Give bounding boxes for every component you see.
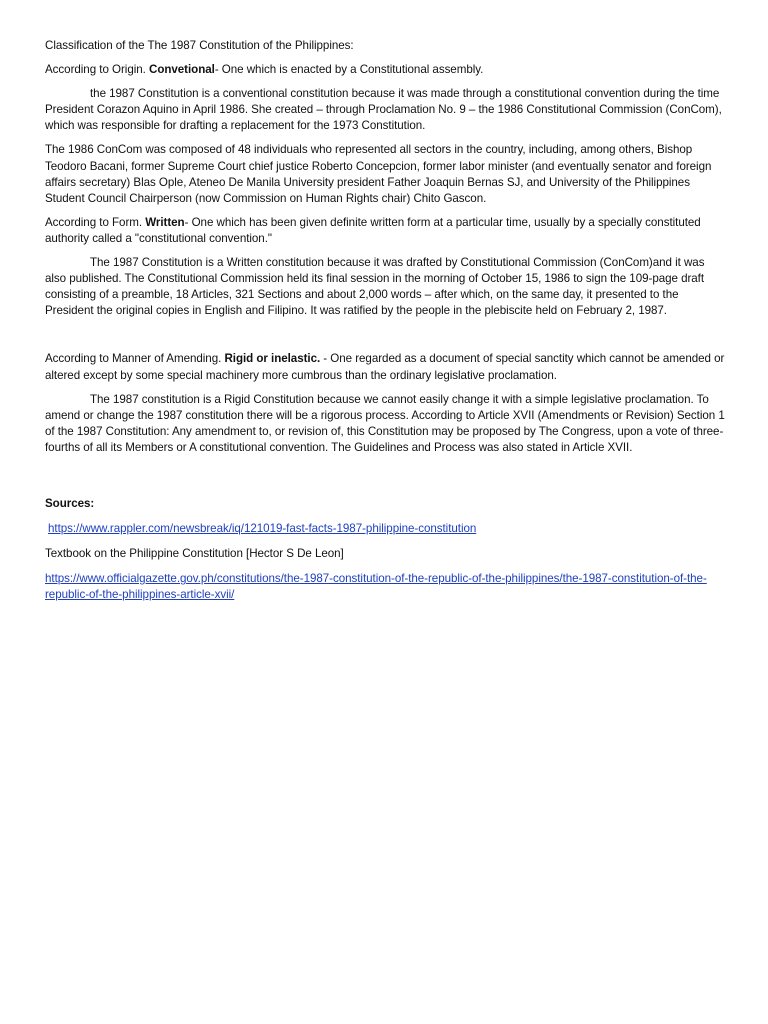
source-link-officialgazette-anchor[interactable]: https://www.officialgazette.gov.ph/constitutions/the-1987-constitution-of-the-republic-of-the-philippines/the-1987-constitution-of-the-republic-of-the-philippines-article-xvii/ <box>45 572 707 602</box>
origin-explanation: the 1987 Constitution is a conventional constitution because it was made through a constitutional convention during the time President Corazon Aquino in April 1986. She created – through Proclamation No. 9 – the 1986 Constitutional Commission (ConCom), which was responsible for drafting a replacement for the 1973 Constitution. <box>45 87 722 133</box>
concom-paragraph: The 1986 ConCom was composed of 48 individuals who represented all sectors in the country, including, among others, Bishop Teodoro Bacani, former Supreme Court chief justice Roberto Concepcion, former labor minister (and eventually senator and foreign affairs secretary) Blas Ople, Ateneo De Manila University president Father Joaquin Bernas SJ, and University of the Philippines Student Council Chairperson (now Commission on Human Rights chair) Chito Gascon. <box>45 143 712 205</box>
origin-term: Convetional <box>149 63 215 77</box>
spacer <box>45 456 725 496</box>
amending-term: Rigid or inelastic. <box>224 352 321 366</box>
source-link-rappler[interactable] <box>45 521 725 537</box>
form-term: Written <box>145 215 185 229</box>
form-explanation: The 1987 Constitution is a Written constitution because it was drafted by Constitutional Commission (ConCom)and it was also published. The Constitutional Commission held its final session in the morning of October 15, 1986 to sign the 109-page draft consisting of a preamble, 18 Articles, 321 Sections and about 2,000 words – after which, on the same day, it presented to the President the original copies in English and Filipino. It was ratified by the people in the plebiscite held on February 2, 1987. <box>45 256 705 318</box>
document-page <box>45 38 725 603</box>
form-definition-text: - One which has been given definite written form at a particular time, usually by a specially constituted authority called a "constitutional convention." <box>45 215 701 245</box>
origin-lead: According to Origin. <box>45 63 149 77</box>
source-link-rappler-anchor[interactable]: https://www.rappler.com/newsbreak/iq/121019-fast-facts-1987-philippine-constitution <box>48 522 477 536</box>
origin-definition <box>45 62 725 78</box>
amending-lead: According to Manner of Amending. <box>45 352 225 366</box>
source-textbook: Textbook on the Philippine Constitution [Hector S De Leon] <box>45 547 344 561</box>
sources-heading: Sources: <box>45 496 95 510</box>
form-definition <box>45 215 725 247</box>
source-link-officialgazette[interactable] <box>45 571 725 603</box>
spacer <box>45 319 725 351</box>
form-lead: According to Form. <box>45 215 146 229</box>
amending-definition-text: - One regarded as a document of special sanctity which cannot be amended or altered except by some special machinery more cumbrous than the ordinary legislative proclamation. <box>45 352 725 382</box>
origin-definition-text: - One which is enacted by a Constitutional assembly. <box>214 63 484 77</box>
amending-definition <box>45 351 725 383</box>
document-title: Classification of the The 1987 Constitution of the Philippines: <box>45 39 354 52</box>
amending-explanation: The 1987 constitution is a Rigid Constitution because we cannot easily change it with a simple legislative proclamation. To amend or change the 1987 constitution there will be a rigorous process. According to Article XVII (Amendments or Revision) Section 1 of the 1987 Constitution: Any amendment to, or revision of, this Constitution may be proposed by The Congress, upon a vote of three-fourths of all its Members or A constitutional convention. The Guidelines and Process was also stated in Article XVII. <box>45 392 725 454</box>
